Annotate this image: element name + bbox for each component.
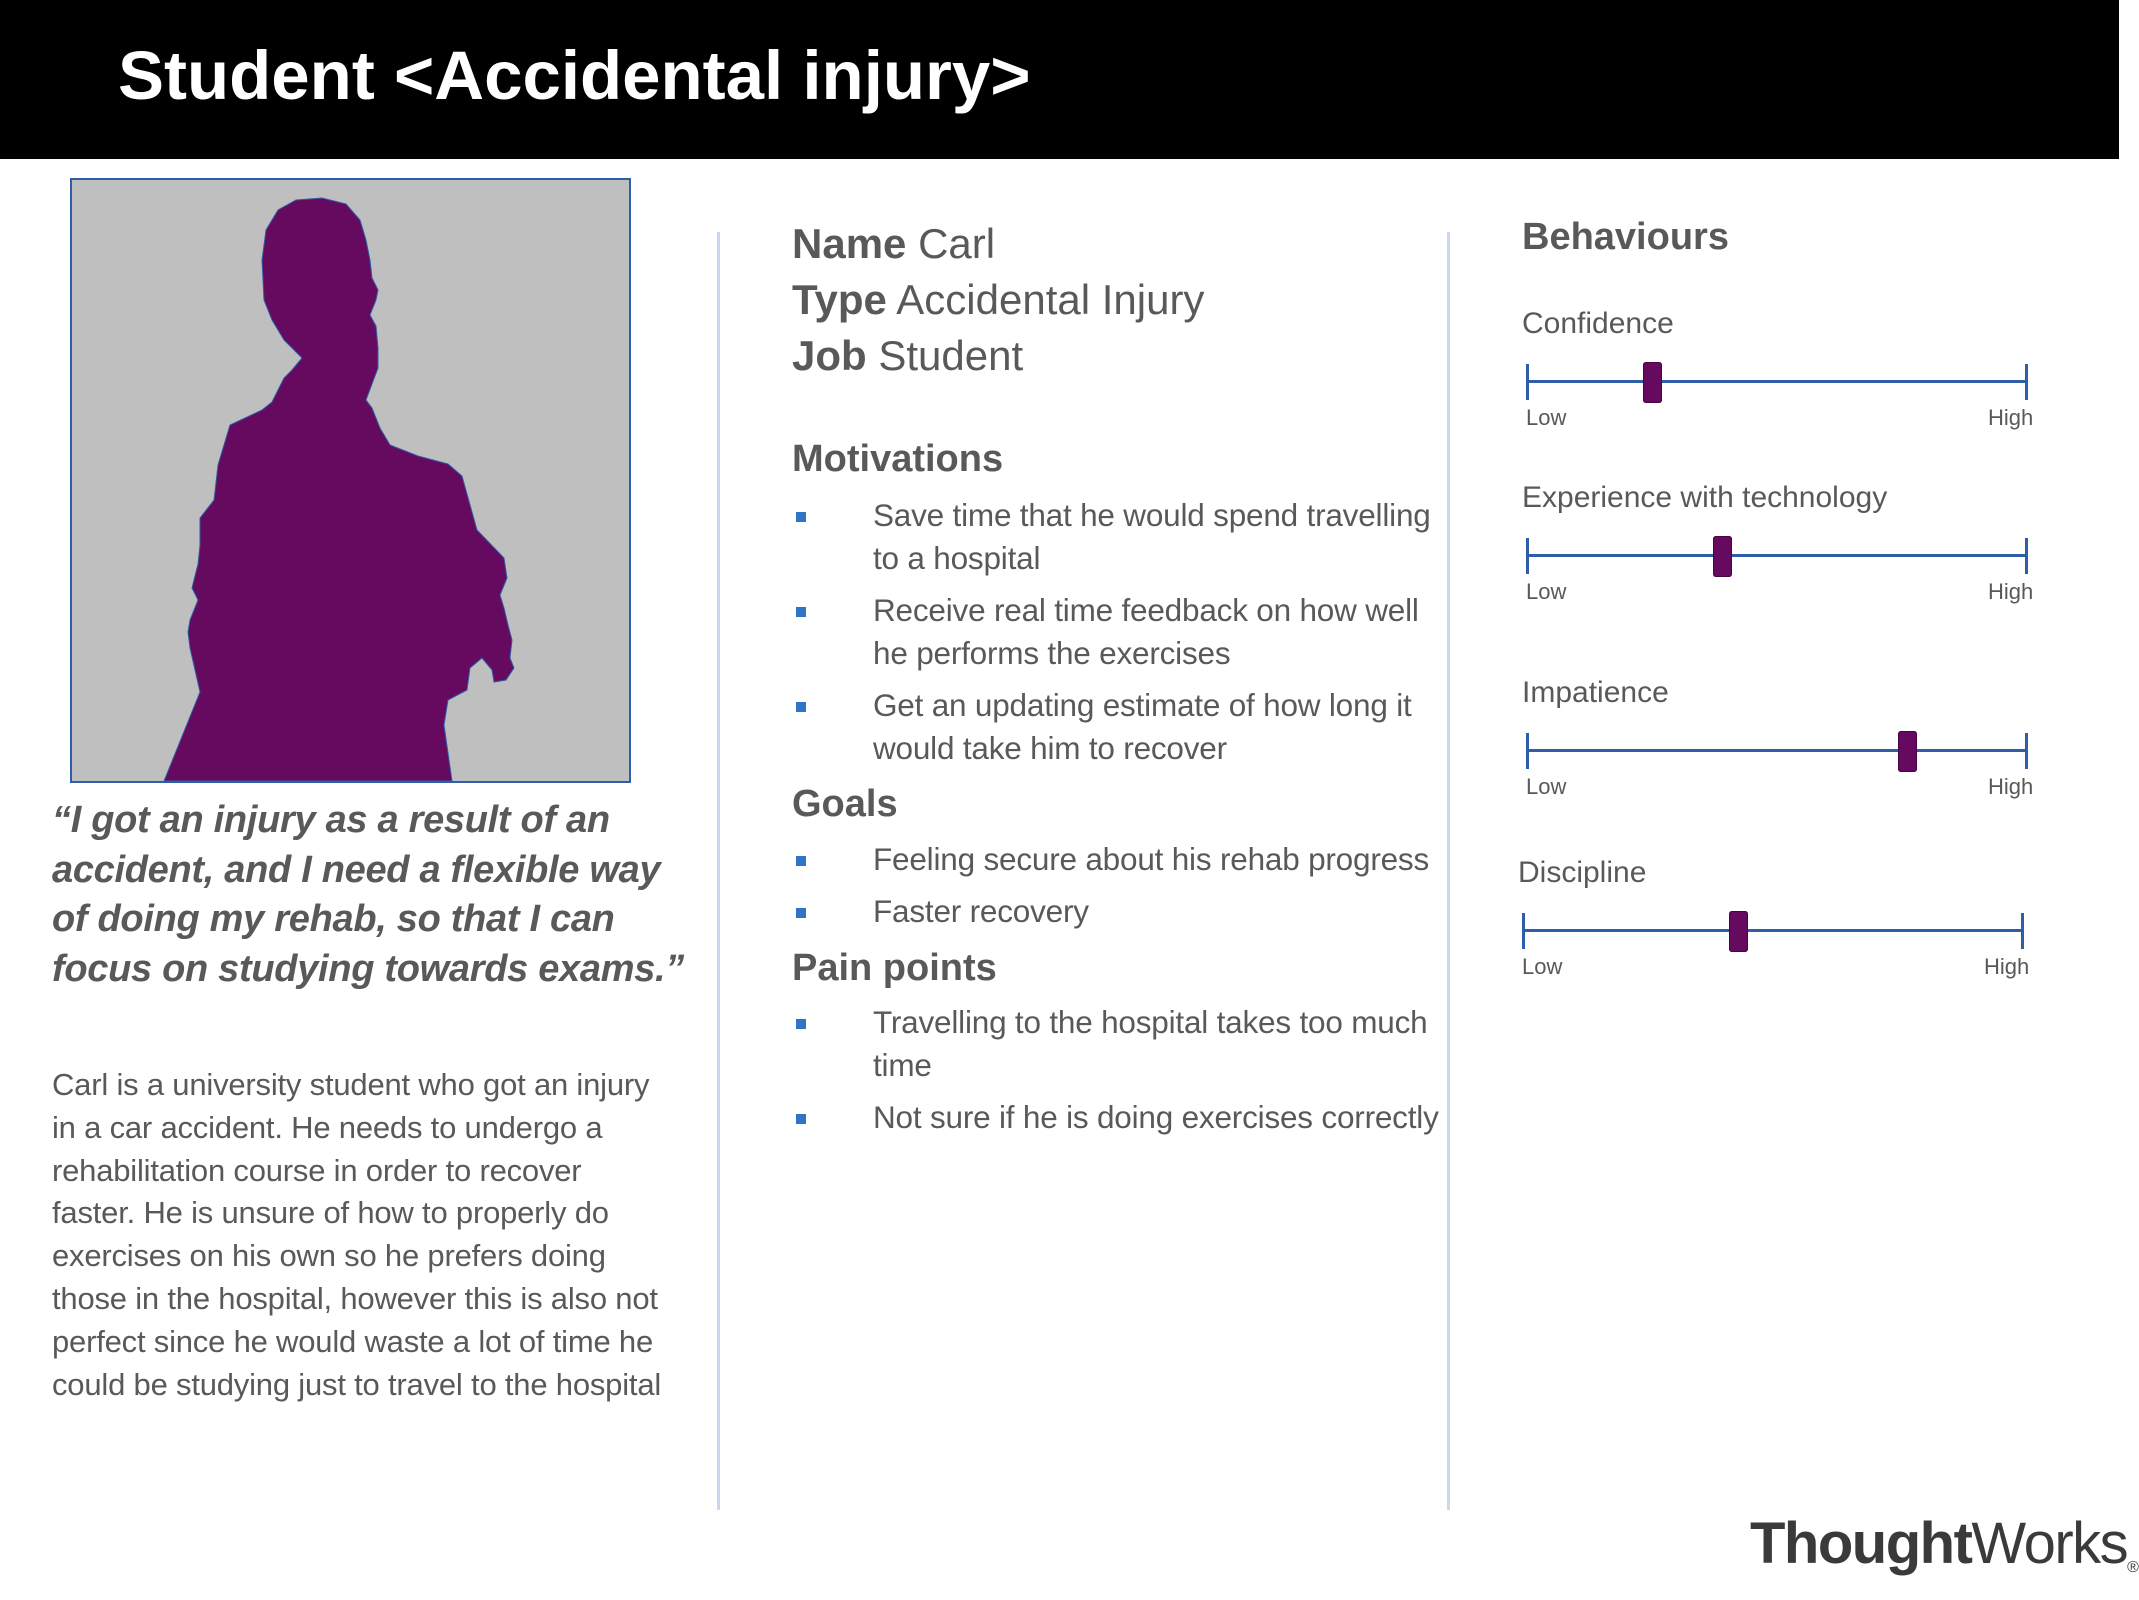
slider-label: Discipline xyxy=(1518,856,1647,889)
behaviour-slider-impatience xyxy=(1522,675,2042,799)
slider-cap-low xyxy=(1526,538,1529,574)
square-bullet-icon xyxy=(796,908,806,918)
persona-photo xyxy=(70,178,631,783)
list-item: Feeling secure about his rehab progress xyxy=(792,838,1442,881)
persona-details xyxy=(792,216,1204,384)
slider-high-label: High xyxy=(1988,579,2034,604)
list-item: Not sure if he is doing exercises correctly xyxy=(792,1096,1442,1139)
slider-cap-low xyxy=(1526,733,1529,769)
square-bullet-icon xyxy=(796,512,806,522)
behaviours-title: Behaviours xyxy=(1522,216,1729,258)
list-item: Save time that he would spend travelling to a hospital xyxy=(792,494,1442,580)
name-value: Carl xyxy=(918,220,996,267)
thoughtworks-logo: ThoughtWorks® xyxy=(1750,1511,2139,1576)
square-bullet-icon xyxy=(796,607,806,617)
slider-track xyxy=(1527,380,2027,383)
slider-cap-low xyxy=(1522,913,1525,949)
slider-cap-high xyxy=(2025,538,2028,574)
slider-high-label: High xyxy=(1988,405,2034,430)
job-row xyxy=(792,328,1204,384)
slider-thumb xyxy=(1729,911,1748,952)
slider-cap-high xyxy=(2025,364,2028,400)
type-label: Type xyxy=(792,276,887,323)
slider-track xyxy=(1527,749,2027,752)
slider-low-label: Low xyxy=(1526,774,1567,799)
persona-bio: Carl is a university student who got an injury in a car accident. He needs to undergo a rehabilitation course in order to recover faster. He is unsure of how to properly do exercises on his own so he prefers doing those in the hospital, however this is also not perfect since he would waste a lot of time he could be studying just to travel to the hospital xyxy=(52,1067,662,1402)
list-item: Faster recovery xyxy=(792,890,1442,933)
slider-label: Impatience xyxy=(1522,676,1669,709)
slider-cap-low xyxy=(1526,364,1529,400)
goals-title: Goals xyxy=(792,783,898,825)
slider-cap-high xyxy=(2025,733,2028,769)
square-bullet-icon xyxy=(796,702,806,712)
square-bullet-icon xyxy=(796,1019,806,1029)
list-item: Receive real time feedback on how well he performs the exercises xyxy=(792,589,1442,675)
list-item: Travelling to the hospital takes too much time xyxy=(792,1001,1442,1087)
goals-list xyxy=(792,838,1442,942)
type-row xyxy=(792,272,1204,328)
behaviour-slider-confidence xyxy=(1522,306,2042,430)
motivations-title: Motivations xyxy=(792,438,1004,480)
name-row xyxy=(792,216,1204,272)
column-divider xyxy=(717,232,720,1510)
slider-label: Experience with technology xyxy=(1522,481,1888,514)
slider-label: Confidence xyxy=(1522,307,1674,340)
type-value: Accidental Injury xyxy=(896,276,1205,323)
square-bullet-icon xyxy=(796,856,806,866)
pain-points-title: Pain points xyxy=(792,947,997,989)
slider-low-label: Low xyxy=(1526,579,1567,604)
list-item: Get an updating estimate of how long it would take him to recover xyxy=(792,684,1442,770)
slider-high-label: High xyxy=(1984,954,2030,979)
slider-thumb xyxy=(1643,362,1662,403)
behaviour-slider-discipline xyxy=(1518,855,2038,979)
slider-track xyxy=(1523,929,2023,932)
slider-high-label: High xyxy=(1988,774,2034,799)
slider-low-label: Low xyxy=(1522,954,1563,979)
name-label: Name xyxy=(792,220,907,267)
behaviour-slider-experience xyxy=(1522,480,2042,604)
header-bar xyxy=(0,0,2119,159)
slider-cap-high xyxy=(2021,913,2024,949)
square-bullet-icon xyxy=(796,1114,806,1124)
column-divider xyxy=(1447,232,1450,1510)
slider-track xyxy=(1527,554,2027,557)
slider-thumb xyxy=(1898,731,1917,772)
slider-thumb xyxy=(1713,536,1732,577)
slider-low-label: Low xyxy=(1526,405,1567,430)
motivations-list xyxy=(792,494,1442,779)
pain-points-list xyxy=(792,1001,1442,1148)
job-label: Job xyxy=(792,332,867,379)
page-title: Student <Accidental injury> xyxy=(118,37,1031,114)
persona-quote: “I got an injury as a result of an accident, and I need a flexible way of doing my rehab, so that I can focus on studying towards exams.” xyxy=(52,799,684,990)
person-silhouette-icon xyxy=(72,180,629,781)
job-value: Student xyxy=(878,332,1024,379)
